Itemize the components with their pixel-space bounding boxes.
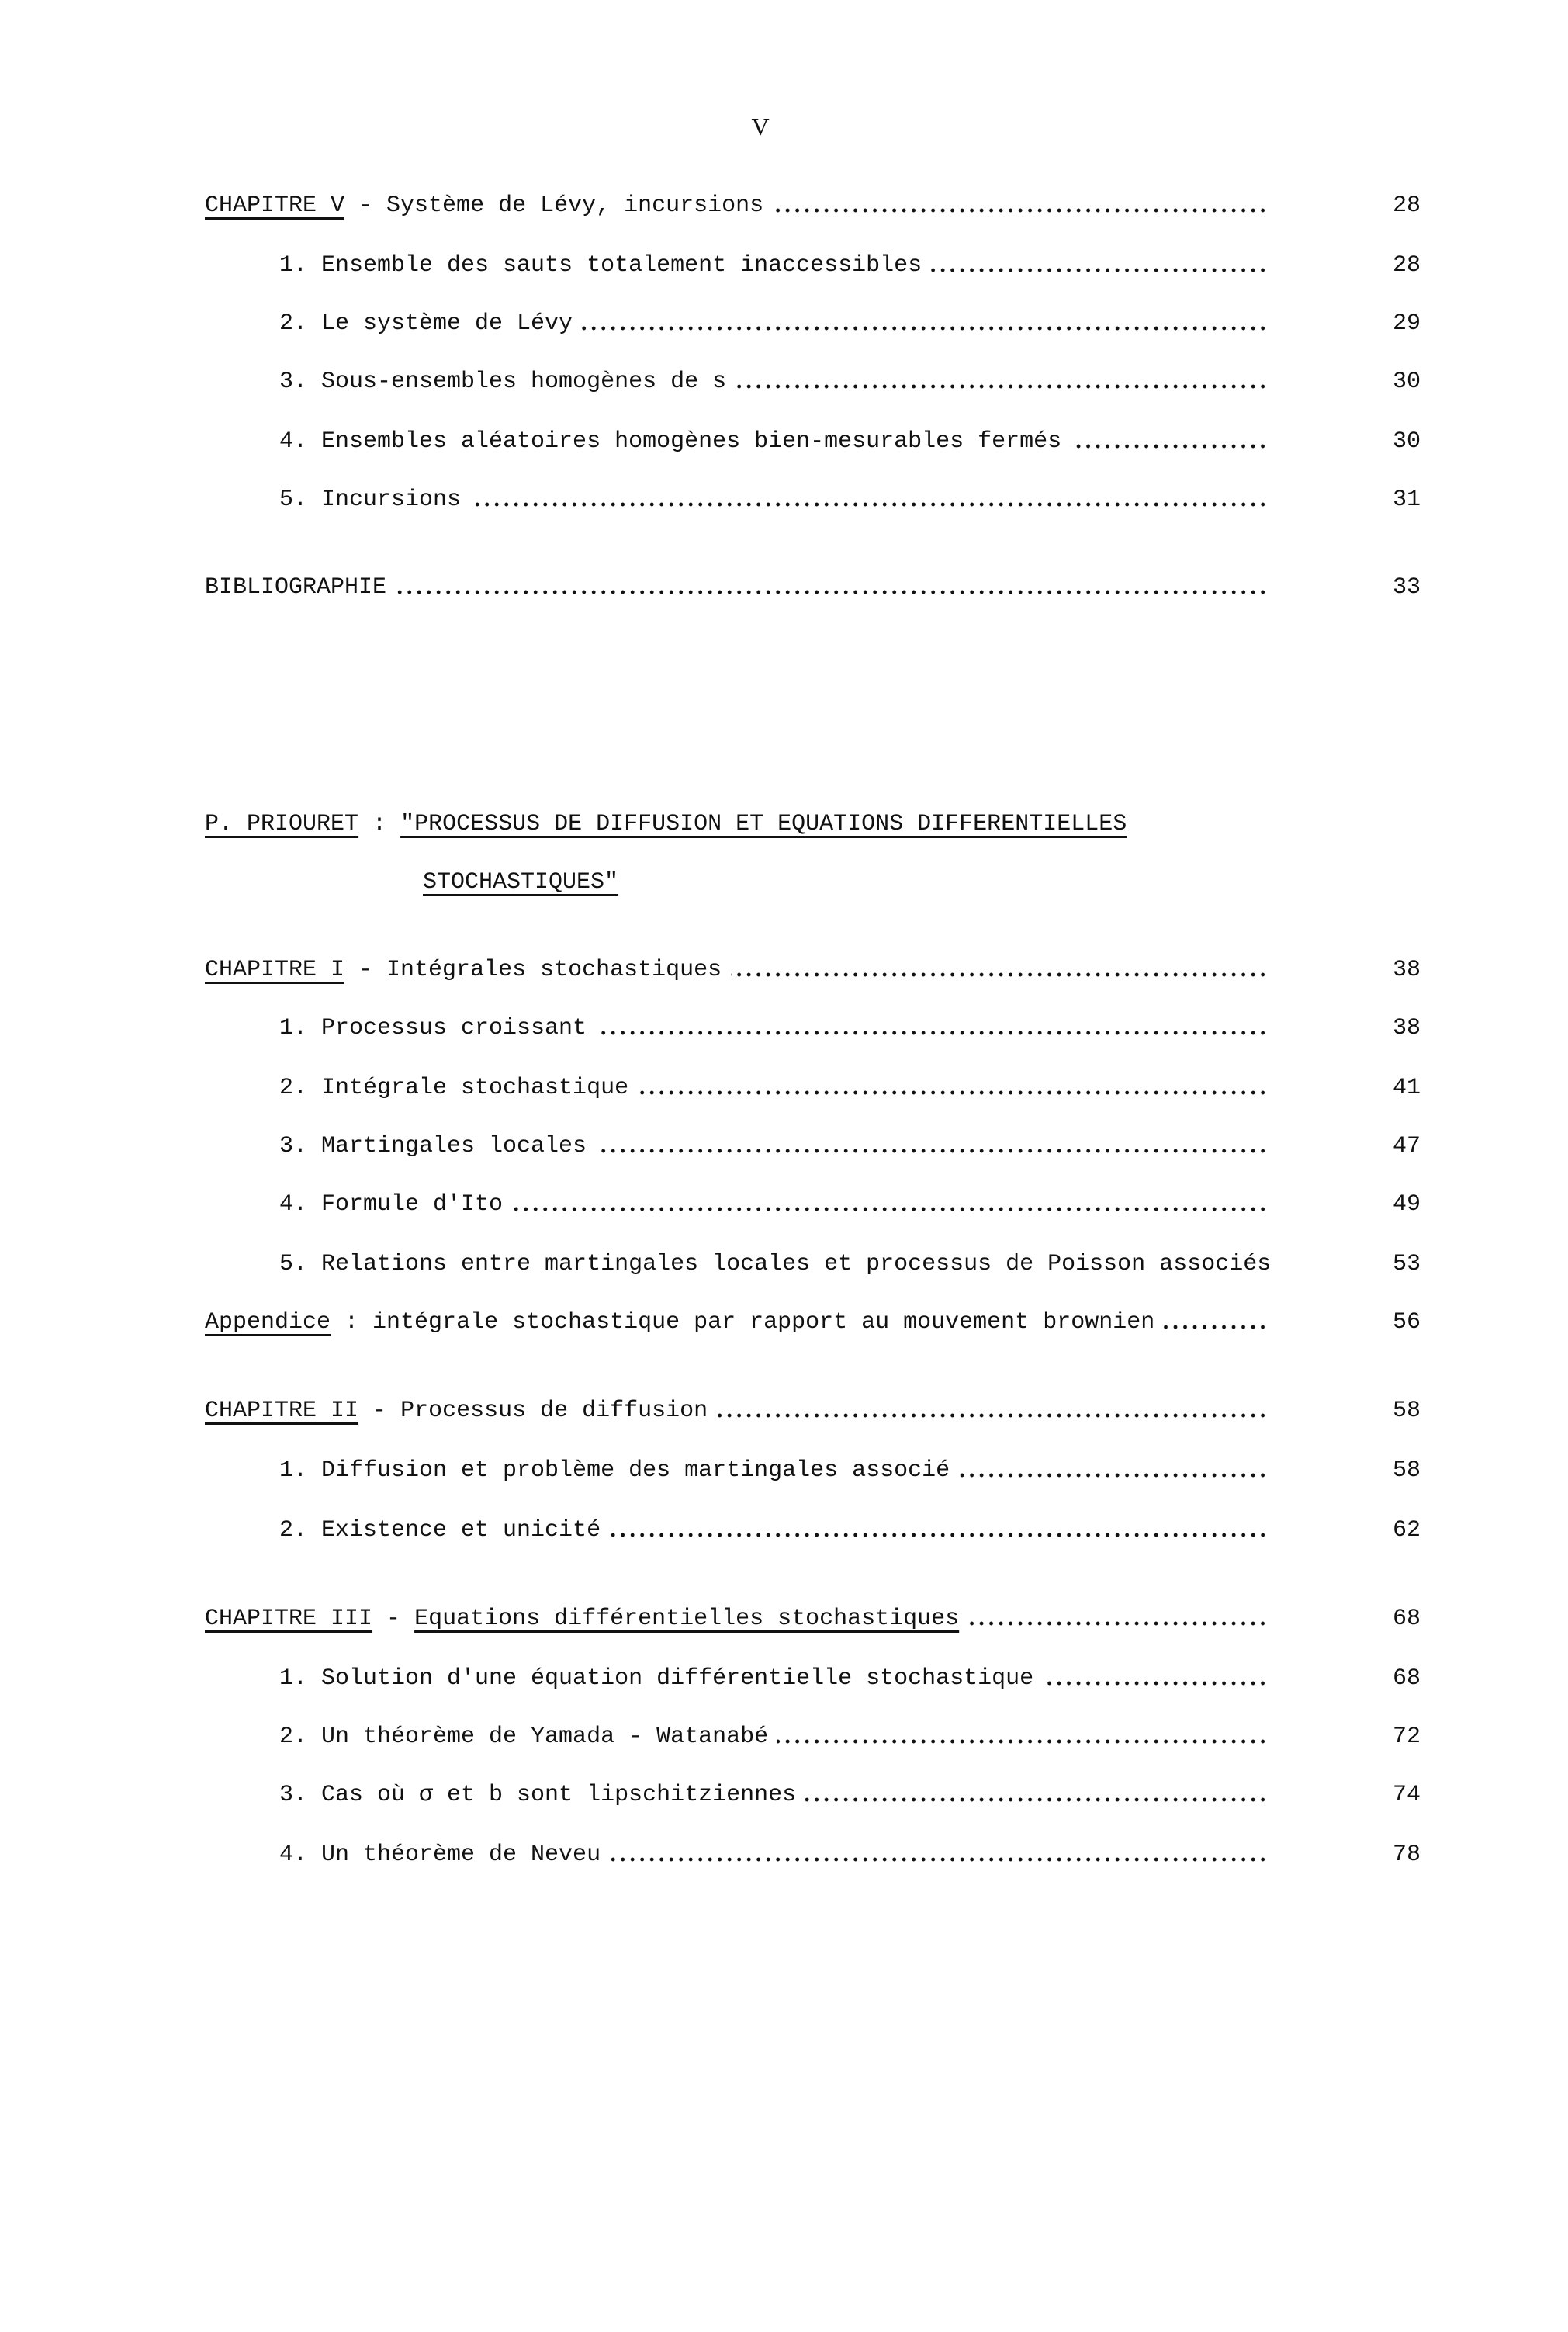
dot-leader <box>931 268 1268 272</box>
entry-title: 2. Intégrale stochastique <box>279 1075 629 1101</box>
dot-leader <box>582 326 1268 331</box>
toc-entry-label <box>279 252 931 279</box>
toc-entry <box>279 306 1421 337</box>
dot-leader <box>596 1031 1268 1035</box>
toc-entry-label <box>205 1398 717 1424</box>
entry-page-number: 29 <box>1392 310 1421 337</box>
toc-entry-label <box>279 1665 1043 1692</box>
toc-entry <box>279 1777 1421 1808</box>
dot-leader <box>805 1797 1268 1802</box>
separator: : <box>331 1309 373 1336</box>
toc-entry-label <box>279 1133 596 1159</box>
toc-entry <box>279 1187 1421 1218</box>
toc-entry-label <box>279 487 470 513</box>
entry-title: 3. Sous-ensembles homogènes de s <box>279 369 727 395</box>
entry-title: Système de Lévy, incursions <box>386 192 764 219</box>
entry-title: 4. Ensembles aléatoires homogènes bien-mesurables fermés <box>279 428 1062 455</box>
dot-leader <box>736 384 1268 389</box>
toc-entry-label <box>279 1251 1280 1277</box>
toc-entry <box>205 1601 1421 1632</box>
entry-title: 1. Ensemble des sauts totalement inaccessibles <box>279 252 922 279</box>
dot-leader <box>610 1857 1268 1862</box>
entry-page-number: 47 <box>1392 1133 1421 1159</box>
entry-page-number: 68 <box>1392 1606 1421 1632</box>
toc-entry-label <box>205 1309 1164 1336</box>
entry-page-number: 58 <box>1392 1398 1421 1424</box>
toc-entry-label <box>279 1842 610 1868</box>
toc-entry-label <box>279 1517 610 1544</box>
entry-title: 4. Formule d'Ito <box>279 1191 504 1218</box>
entry-title: BIBLIOGRAPHIE <box>205 574 387 601</box>
toc-entry-label <box>279 1782 805 1808</box>
entry-page-number: 31 <box>1392 487 1421 513</box>
toc-entry <box>279 482 1421 513</box>
separator: - <box>344 957 387 983</box>
toc-entry-label <box>279 1724 777 1750</box>
dot-leader <box>512 1207 1268 1211</box>
chapter-prefix: CHAPITRE V <box>205 192 345 219</box>
toc-entry-label <box>279 1015 596 1041</box>
entry-title: 3. Martingales locales <box>279 1133 587 1159</box>
entry-title: 2. Un théorème de Yamada - Watanabé <box>279 1724 769 1750</box>
entry-title: 1. Solution d'une équation différentielle stochastique <box>279 1665 1034 1692</box>
toc-entry <box>279 1661 1421 1692</box>
toc-entry <box>205 1393 1421 1424</box>
toc-entry <box>279 1128 1421 1159</box>
entry-page-number: 41 <box>1392 1075 1421 1101</box>
dot-leader <box>596 1149 1268 1153</box>
entry-page-number: 33 <box>1392 574 1421 601</box>
toc-entry-label <box>279 1075 638 1101</box>
entry-title: 5. Incursions <box>279 487 462 513</box>
dot-leader <box>773 208 1268 213</box>
entry-page-number: 38 <box>1392 957 1421 983</box>
entry-page-number: 78 <box>1392 1842 1421 1868</box>
dot-leader <box>1043 1681 1268 1686</box>
entry-page-number: 56 <box>1392 1309 1421 1336</box>
toc-entry <box>279 424 1421 455</box>
chapter-prefix: CHAPITRE III <box>205 1606 373 1632</box>
toc-entry <box>279 1719 1421 1750</box>
toc-entry-label <box>205 192 773 219</box>
toc-entry <box>279 1513 1421 1544</box>
author-separator: : <box>358 811 401 837</box>
toc-entry <box>205 570 1421 601</box>
separator: - <box>344 192 387 219</box>
toc-entry-label <box>205 1606 968 1632</box>
toc-entry <box>279 1010 1421 1041</box>
entry-page-number: 49 <box>1392 1191 1421 1218</box>
toc-entry <box>279 1246 1421 1277</box>
entry-page-number: 30 <box>1392 428 1421 455</box>
author-name: P. PRIOURET <box>205 811 359 837</box>
toc-entry-label <box>279 369 736 395</box>
toc-entry-label <box>279 428 1071 455</box>
toc-entry-label <box>279 310 582 337</box>
toc-entry-label <box>205 574 396 601</box>
entry-title: 5. Relations entre martingales locales et processus de Poisson associés <box>279 1251 1272 1277</box>
dot-leader <box>717 1413 1268 1418</box>
entry-page-number: 53 <box>1392 1251 1421 1277</box>
entry-title: 4. Un théorème de Neveu <box>279 1842 601 1868</box>
entry-title: 1. Processus croissant <box>279 1015 587 1041</box>
chapter-prefix: Appendice <box>205 1309 331 1336</box>
entry-page-number: 58 <box>1392 1457 1421 1484</box>
toc-entry-label <box>279 1191 512 1218</box>
entry-page-number: 28 <box>1392 252 1421 279</box>
author-title-line2: STOCHASTIQUES" <box>423 869 619 896</box>
toc-entry <box>279 364 1421 395</box>
entry-title: intégrale stochastique par rapport au mouvement brownien <box>372 1309 1155 1336</box>
entry-page-number: 30 <box>1392 369 1421 395</box>
entry-title: Intégrales stochastiques <box>386 957 722 983</box>
entry-page-number: 28 <box>1392 192 1421 219</box>
toc-entry <box>279 1453 1421 1484</box>
toc-entry <box>205 188 1421 219</box>
dot-leader <box>470 502 1268 507</box>
entry-title: Processus de diffusion <box>400 1398 708 1424</box>
entry-page-number: 38 <box>1392 1015 1421 1041</box>
entry-title: 1. Diffusion et problème des martingales associé <box>279 1457 950 1484</box>
author-heading <box>205 811 1127 837</box>
toc-entry <box>279 1070 1421 1101</box>
toc-entry <box>279 1837 1421 1868</box>
separator: - <box>358 1398 401 1424</box>
separator: - <box>372 1606 415 1632</box>
dot-leader <box>731 972 1268 977</box>
author-title-line1: "PROCESSUS DE DIFFUSION ET EQUATIONS DIFFERENTIELLES <box>400 811 1127 837</box>
dot-leader <box>610 1533 1268 1537</box>
toc-entry <box>279 248 1421 279</box>
entry-title: Equations différentielles stochastiques <box>414 1606 960 1632</box>
toc-entry-label <box>205 957 731 983</box>
page-number: V <box>751 113 770 140</box>
entry-page-number: 62 <box>1392 1517 1421 1544</box>
entry-page-number: 72 <box>1392 1724 1421 1750</box>
chapter-prefix: CHAPITRE II <box>205 1398 359 1424</box>
dot-leader <box>638 1090 1268 1095</box>
entry-title: 2. Le système de Lévy <box>279 310 573 337</box>
entry-page-number: 68 <box>1392 1665 1421 1692</box>
dot-leader <box>777 1739 1268 1744</box>
dot-leader <box>1071 444 1268 449</box>
entry-title: 2. Existence et unicité <box>279 1517 601 1544</box>
dot-leader <box>959 1473 1268 1478</box>
dot-leader <box>1164 1325 1268 1329</box>
dot-leader <box>968 1621 1268 1626</box>
chapter-prefix: CHAPITRE I <box>205 957 345 983</box>
toc-entry <box>205 952 1421 983</box>
entry-page-number: 74 <box>1392 1782 1421 1808</box>
dot-leader <box>396 590 1268 594</box>
toc-entry <box>205 1305 1421 1336</box>
toc-entry-label <box>279 1457 959 1484</box>
entry-title: 3. Cas où σ et b sont lipschitziennes <box>279 1782 797 1808</box>
